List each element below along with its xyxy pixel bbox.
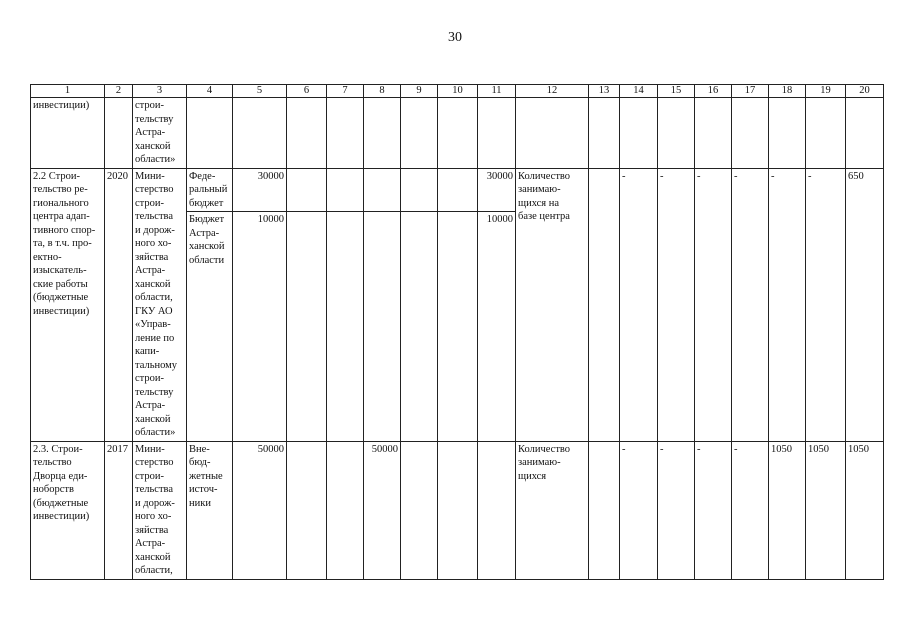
column-number: 7: [327, 85, 364, 98]
indicator-value: 1050: [769, 441, 806, 579]
column-number: 3: [133, 85, 187, 98]
cell: [589, 98, 620, 169]
cell: [806, 98, 846, 169]
cell: [438, 98, 478, 169]
cell: [438, 168, 478, 212]
indicator-value: [589, 168, 620, 441]
cell: [478, 441, 516, 579]
amount-2020: 30000: [478, 168, 516, 212]
funding-source: Феде- ральный бюджет: [187, 168, 233, 212]
cell: [732, 98, 769, 169]
indicator-name: Количество занимаю- щихся: [516, 441, 589, 579]
indicator-value: -: [732, 441, 769, 579]
column-number: 2: [105, 85, 133, 98]
cell: [364, 98, 401, 169]
indicator-value: -: [658, 441, 695, 579]
indicator-value: 1050: [846, 441, 884, 579]
amount-total: 30000: [233, 168, 287, 212]
cell: [327, 98, 364, 169]
page-number: 30: [448, 30, 462, 45]
cell: [187, 98, 233, 169]
continued-row: [31, 98, 884, 169]
cell: [287, 98, 327, 169]
cell: [401, 98, 438, 169]
indicator-value: [589, 441, 620, 579]
column-number: 6: [287, 85, 327, 98]
column-number: 20: [846, 85, 884, 98]
column-number: 5: [233, 85, 287, 98]
item-2-2-federal-row: [31, 168, 884, 212]
cell: [401, 441, 438, 579]
column-number: 19: [806, 85, 846, 98]
indicator-name: Количество занимаю- щихся на базе центра: [516, 168, 589, 441]
cell: [327, 441, 364, 579]
cell: [233, 98, 287, 169]
indicator-value: -: [695, 168, 732, 441]
indicator-value: -: [620, 441, 658, 579]
measure-name: инвестиции): [31, 98, 105, 169]
indicator-value: 1050: [806, 441, 846, 579]
cell: [846, 98, 884, 169]
indicator-value: -: [658, 168, 695, 441]
column-number: 15: [658, 85, 695, 98]
indicator-value: -: [695, 441, 732, 579]
amount-2017: 50000: [364, 441, 401, 579]
cell: [769, 98, 806, 169]
measure-name: 2.3. Строи- тельство Дворца еди- ноборств (бюджетные инвестиции): [31, 441, 105, 579]
column-number: 9: [401, 85, 438, 98]
cell: [287, 212, 327, 441]
year: 2017: [105, 441, 133, 579]
cell: [105, 98, 133, 169]
indicator-value: -: [732, 168, 769, 441]
executor: Мини- стерство строи- тельства и дорож- ного хо- зяйства Астра- ханской области, ГКУ АО «Управ- ление по капи- тальному строи- тельству Астра- ханской области»: [133, 168, 187, 441]
cell: [327, 212, 364, 441]
indicator-value: -: [769, 168, 806, 441]
measure-name: 2.2 Строи- тельство ре- гионального центра адап- тивного спор- та, в т.ч. про- ектно- изыскатель- ские работы (бюджетные инвестиции): [31, 168, 105, 441]
amount-total: 50000: [233, 441, 287, 579]
indicator-value: -: [620, 168, 658, 441]
cell: [478, 98, 516, 169]
column-number: 12: [516, 85, 589, 98]
column-number: 1: [31, 85, 105, 98]
column-number: 10: [438, 85, 478, 98]
column-number: 18: [769, 85, 806, 98]
column-number: 11: [478, 85, 516, 98]
item-2-3-row: [31, 441, 884, 579]
cell: [695, 98, 732, 169]
funding-source: Бюджет Астра- ханской области: [187, 212, 233, 441]
year: 2020: [105, 168, 133, 441]
indicator-value: 650: [846, 168, 884, 441]
executor: строи- тельству Астра- ханской области»: [133, 98, 187, 169]
cell: [327, 168, 364, 212]
cell: [620, 98, 658, 169]
column-number: 17: [732, 85, 769, 98]
column-number: 4: [187, 85, 233, 98]
column-number: 16: [695, 85, 732, 98]
column-number-row: [31, 85, 884, 98]
program-table: [30, 84, 884, 580]
column-number: 14: [620, 85, 658, 98]
cell: [401, 168, 438, 212]
indicator-value: -: [806, 168, 846, 441]
cell: [287, 168, 327, 212]
column-number: 13: [589, 85, 620, 98]
cell: [364, 168, 401, 212]
cell: [401, 212, 438, 441]
amount-total: 10000: [233, 212, 287, 441]
cell: [438, 441, 478, 579]
cell: [658, 98, 695, 169]
cell: [438, 212, 478, 441]
cell: [516, 98, 589, 169]
cell: [364, 212, 401, 441]
column-number: 8: [364, 85, 401, 98]
cell: [287, 441, 327, 579]
executor: Мини- стерство строи- тельства и дорож- ного хо- зяйства Астра- ханской области,: [133, 441, 187, 579]
amount-2020: 10000: [478, 212, 516, 441]
funding-source: Вне- бюд- жетные источ- ники: [187, 441, 233, 579]
